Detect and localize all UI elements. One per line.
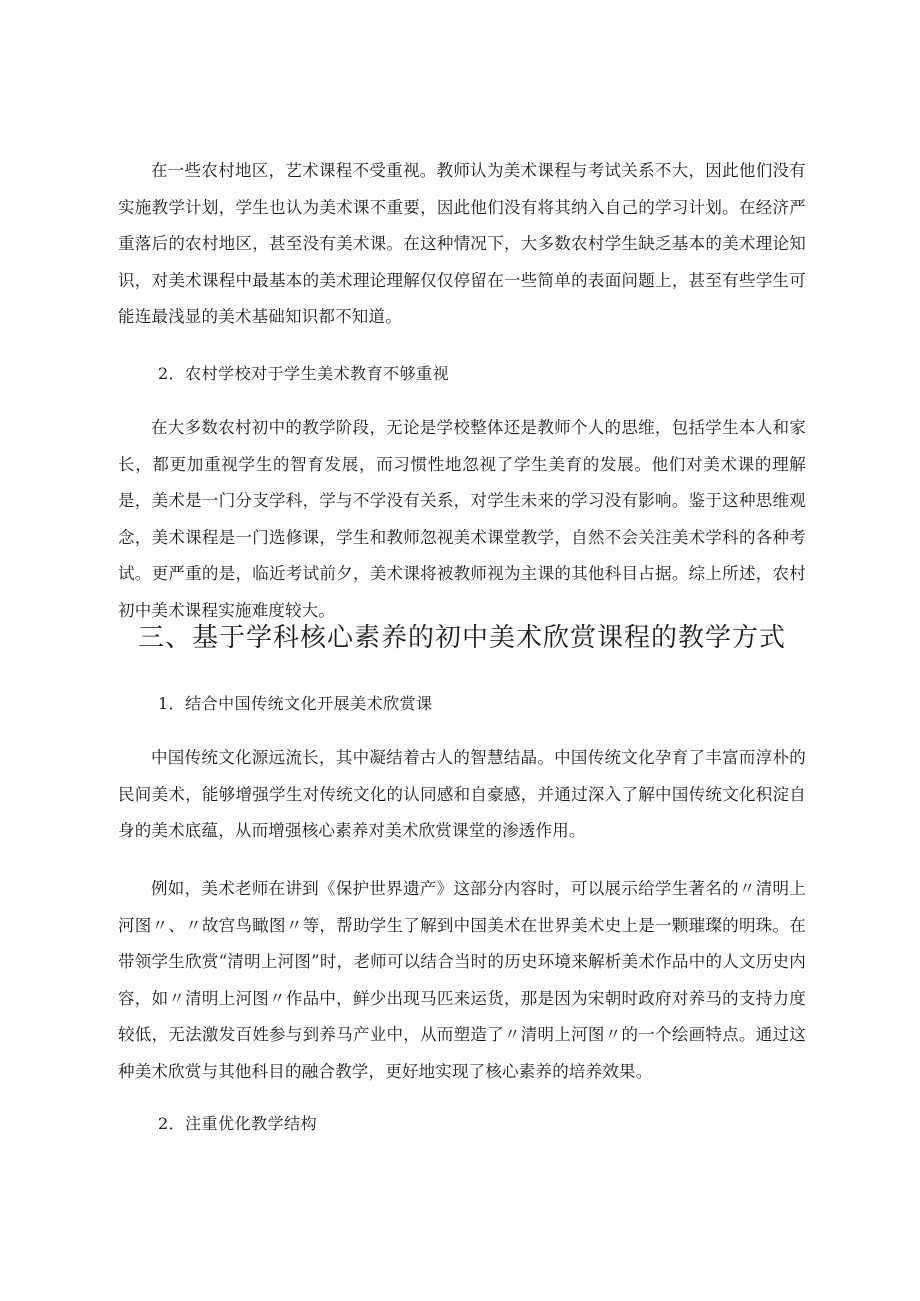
subheading-teaching-structure: 2．注重优化教学结构 [158,1114,318,1133]
paragraph-traditional-culture: 中国传统文化源远流长，其中凝结着古人的智慧结晶。中国传统文化孕育了丰富而淳朴的民间美术，能够增强学生对传统文化的认同感和自豪感，并通过深入了解中国传统文化积淀自身的美术底蕴，从而增强核心素养对美术欣赏课堂的渗透作用。 [118,748,806,840]
subheading-rural-schools: 2．农村学校对于学生美术教育不够重视 [158,364,450,383]
paragraph-intellectual-focus: 在大多数农村初中的教学阶段，无论是学校整体还是教师个人的思维，包括学生本人和家长，都更加重视学生的智育发展，而习惯性地忽视了学生美育的发展。他们对美术课的理解是，美术是一门分支学科，学与不学没有关系，对学生未来的学习没有影响。鉴于这种思维观念，美术课程是一门选修课，学生和教师忽视美术课堂教学，自然不会关注美术学科的各种考试。更严重的是，临近考试前夕，美术课将被教师视为主课的其他科目占据。综上所述，农村初中美术课程实施难度较大。 [118,418,806,620]
subheading-traditional-culture: 1．结合中国传统文化开展美术欣赏课 [158,694,433,713]
section-title-teaching-methods: 三、基于学科核心素养的初中美术欣赏课程的教学方式 [137,623,786,653]
paragraph-example-qingming: 例如，美术老师在讲到《保护世界遗产》这部分内容时，可以展示给学生著名的〃清明上河图〃、〃故宫鸟瞰图〃等，帮助学生了解到中国美术在世界美术史上是一颗璀璨的明珠。在带领学生欣赏“清明上河图”时，老师可以结合当时的历史环境来解析美术作品中的人文历史内容，如〃清明上河图〃作品中，鲜少出现马匹来运货，那是因为宋朝时政府对养马的支持力度较低，无法激发百姓参与到养马产业中，从而塑造了〃清明上河图〃的一个绘画特点。通过这种美术欣赏与其他科目的融合教学，更好地实现了核心素养的培养效果。 [118,879,806,1081]
paragraph-rural-art-neglect: 在一些农村地区，艺术课程不受重视。教师认为美术课程与考试关系不大，因此他们没有实施教学计划，学生也认为美术课不重要，因此他们没有将其纳入自己的学习计划。在经济严重落后的农村地区，甚至没有美术课。在这种情况下，大多数农村学生缺乏基本的美术理论知识，对美术课程中最基本的美术理论理解仅仅停留在一些简单的表面问题上，甚至有些学生可能连最浅显的美术基础知识都不知道。 [118,161,806,326]
